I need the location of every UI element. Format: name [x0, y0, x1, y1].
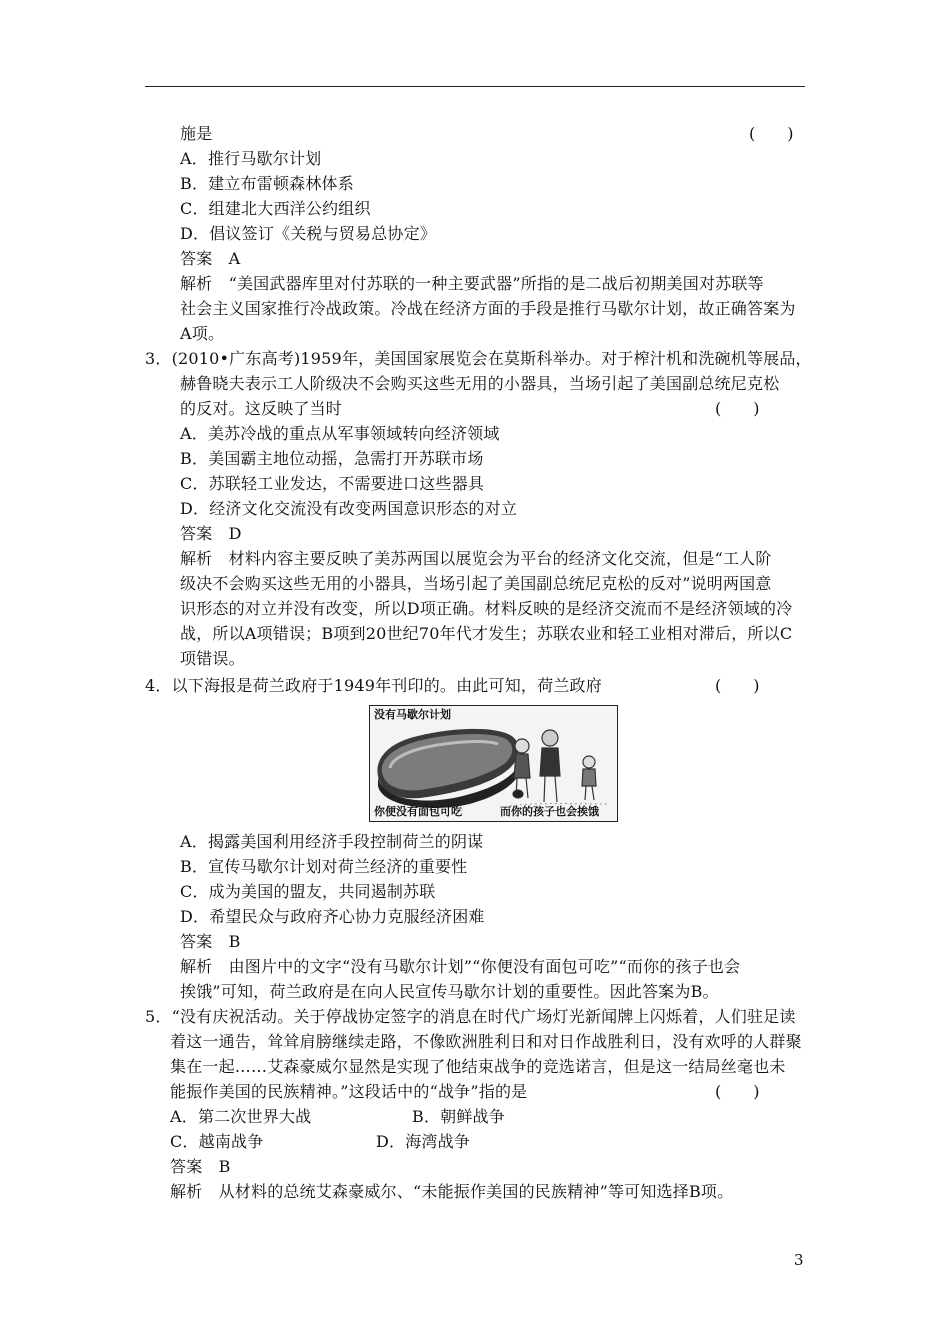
children-drawing [513, 730, 596, 802]
q3-stem-line: 3．(2010•广东高考)1959年，美国国家展览会在莫斯科举办。对于榨汁机和洗碗机等展品， [145, 349, 812, 368]
q3-analysis-line: 级决不会购买这些无用的小器具，当场引起了美国副总统尼克松的反对”说明两国意 [180, 574, 772, 593]
q3-option-a: A．美苏冷战的重点从军事领域转向经济领域 [180, 424, 500, 443]
q3-stem-line: 赫鲁晓夫表示工人阶级决不会购买这些无用的小器具，当场引起了美国副总统尼克松 [180, 374, 780, 393]
q2-answer-blank: ( ) [749, 124, 794, 143]
q2-stem-tail: 施是 [180, 124, 213, 143]
q2-analysis-line: 解析 “美国武器库里对付苏联的一种主要武器”所指的是二战后初期美国对苏联等 [180, 274, 764, 293]
poster-bottom-left-text: 你便没有面包可吃 [374, 805, 462, 818]
q5-stem-line: 集在一起……艾森豪威尔显然是实现了他结束战争的竞选诺言，但是这一结局丝毫也未 [170, 1057, 786, 1076]
q4-option-c: C．成为美国的盟友，共同遏制苏联 [180, 882, 436, 901]
q3-answer: 答案 D [180, 524, 242, 543]
q4-option-b: B．宣传马歇尔计划对荷兰经济的重要性 [180, 857, 468, 876]
header-rule [145, 86, 805, 87]
q5-option-c: C．越南战争 [170, 1132, 264, 1151]
q5-answer-blank: ( ) [715, 1082, 760, 1101]
q5-stem-line: 着这一通告，耸耸肩膀继续走路，不像欧洲胜利日和对日作战胜利日，没有欢呼的人群聚 [170, 1032, 802, 1051]
q3-analysis-line: 战，所以A项错误；B项到20世纪70年代才发生；苏联农业和轻工业相对滞后，所以C [180, 624, 793, 643]
q2-analysis-line: 社会主义国家推行冷战政策。冷战在经济方面的手段是推行马歇尔计划，故正确答案为 [180, 299, 796, 318]
q3-option-c: C．苏联轻工业发达，不需要进口这些器具 [180, 474, 485, 493]
poster-bottom-right-text: 而你的孩子也会挨饿 [500, 805, 599, 818]
q2-option-d: D．倡议签订《关税与贸易总协定》 [180, 224, 437, 243]
q5-stem-line: 5．“没有庆祝活动。关于停战协定签字的消息在时代广场灯光新闻牌上闪烁着，人们驻足读 [145, 1007, 796, 1026]
q5-analysis: 解析 从材料的总统艾森豪威尔、“未能振作美国的民族精神”等可知选择B项。 [170, 1182, 734, 1201]
q2-option-a: A．推行马歇尔计划 [180, 149, 322, 168]
poster-illustration [370, 706, 617, 821]
q4-option-a: A．揭露美国利用经济手段控制荷兰的阴谋 [180, 832, 484, 851]
marshall-plan-poster [369, 705, 618, 822]
q3-analysis-line: 解析 材料内容主要反映了美苏两国以展览会为平台的经济文化交流，但是“工人阶 [180, 549, 772, 568]
q4-analysis-line: 解析 由图片中的文字“没有马歇尔计划”“你便没有面包可吃”“而你的孩子也会 [180, 957, 741, 976]
q3-answer-blank: ( ) [715, 399, 760, 418]
q3-analysis-line: 识形态的对立并没有改变，所以D项正确。材料反映的是经济交流而不是经济领域的冷 [180, 599, 793, 618]
q4-answer-blank: ( ) [715, 676, 760, 695]
q2-answer: 答案 A [180, 249, 241, 268]
q3-option-d: D．经济文化交流没有改变两国意识形态的对立 [180, 499, 518, 518]
page-number: 3 [794, 1251, 804, 1269]
q2-analysis-line: A项。 [180, 324, 225, 343]
q5-answer: 答案 B [170, 1157, 231, 1176]
q4-answer: 答案 B [180, 932, 241, 951]
q4-stem: 4．以下海报是荷兰政府于1949年刊印的。由此可知，荷兰政府 [145, 676, 602, 695]
q5-option-b: B．朝鲜战争 [412, 1107, 505, 1126]
q3-stem-line: 的反对。这反映了当时 [180, 399, 343, 418]
q2-option-b: B．建立布雷顿森林体系 [180, 174, 354, 193]
q4-analysis-line: 挨饿”可知，荷兰政府是在向人民宣传马歇尔计划的重要性。因此答案为B。 [180, 982, 719, 1001]
bread-loaf-drawing [377, 729, 522, 808]
poster-top-text: 没有马歇尔计划 [374, 708, 451, 721]
q5-option-a: A．第二次世界大战 [170, 1107, 312, 1126]
q3-option-b: B．美国霸主地位动摇，急需打开苏联市场 [180, 449, 484, 468]
q3-analysis-line: 项错误。 [180, 649, 245, 668]
q2-option-c: C．组建北大西洋公约组织 [180, 199, 371, 218]
q5-option-d: D．海湾战争 [376, 1132, 471, 1151]
q5-stem-line: 能振作美国的民族精神。”这段话中的“战争”指的是 [170, 1082, 528, 1101]
q4-option-d: D．希望民众与政府齐心协力克服经济困难 [180, 907, 485, 926]
